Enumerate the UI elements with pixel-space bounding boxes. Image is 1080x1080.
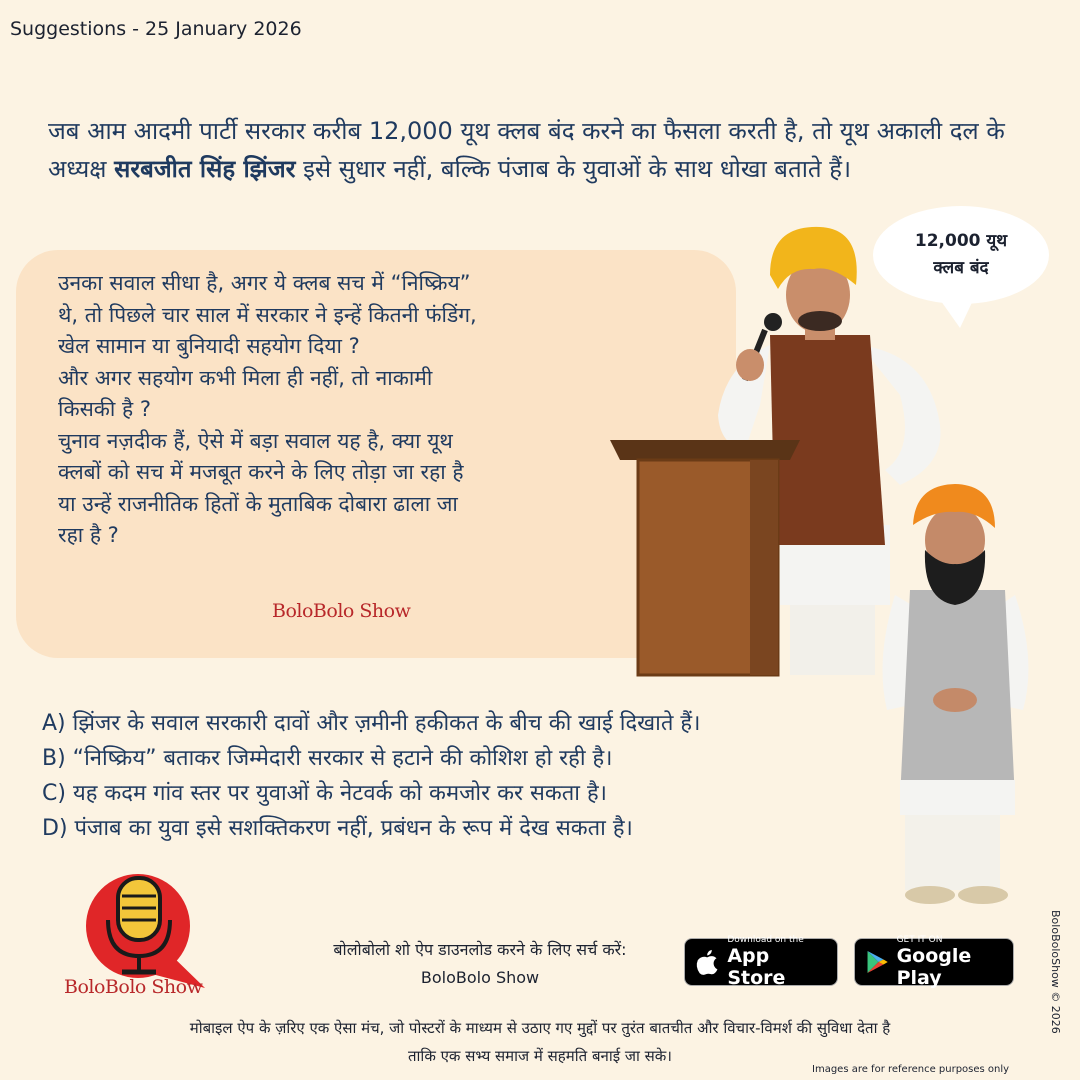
quote-line: और अगर सहयोग कभी मिला ही नहीं, तो नाकामी <box>58 365 433 390</box>
footer-description <box>0 1014 1080 1070</box>
quote-line: रहा है ? <box>58 523 119 547</box>
youth-leader-image <box>865 480 1045 920</box>
poll-option-a[interactable]: A) झिंजर के सवाल सरकारी दावों और ज़मीनी हकीकत के बीच की खाई दिखाते हैं। <box>42 711 701 736</box>
google-play-button[interactable] <box>854 935 1014 989</box>
intro-highlight-name: सरबजीत सिंह झिंजर <box>114 155 296 183</box>
download-line: बोलोबोलो शो ऐप डाउनलोड करने के लिए सर्च करें: <box>333 940 627 959</box>
app-store-small-text: Download on the <box>727 935 804 945</box>
apple-icon <box>695 947 719 977</box>
speech-bubble-tail <box>936 294 976 334</box>
bubble-line: 12,000 यूथ <box>914 231 1008 251</box>
footer-line: ताकि एक सभ्य समाज में सहमति बनाई जा सके। <box>408 1047 672 1065</box>
disclaimer-text: Images are for reference purposes only <box>812 1064 1010 1075</box>
intro-text-start: जब आम आदमी पार्टी सरकार करीब 12,000 यूथ क्लब बंद करने का फैसला करती है, तो यूथ अकाली दल के अध्यक्ष <box>48 117 1005 183</box>
google-play-big-text: Google Play <box>896 945 972 989</box>
poll-option-c[interactable]: C) यह कदम गांव स्तर पर युवाओं के नेटवर्क को कमजोर कर सकता है। <box>42 781 608 806</box>
app-store-big-text: App Store <box>727 945 786 989</box>
quote-line: किसकी है ? <box>58 397 151 421</box>
quote-line: क्लबों को सच में मजबूत करने के लिए तोड़ा जा रहा है <box>58 460 464 484</box>
quote-line: खेल सामान या बुनियादी सहयोग दिया ? <box>58 334 360 358</box>
quote-line: चुनाव नज़दीक हैं, ऐसे में बड़ा सवाल यह है, क्या यूथ <box>58 428 453 453</box>
poll-option-d[interactable]: D) पंजाब का युवा इसे सशक्तिकरण नहीं, प्रबंधन के रूप में देख सकता है। <box>42 816 633 841</box>
download-prompt <box>280 936 680 992</box>
quote-line: उनका सवाल सीधा है, अगर ये क्लब सच में “निष्क्रिय” <box>58 271 471 295</box>
poll-options <box>42 706 922 846</box>
quote-watermark: BoloBolo Show <box>272 600 411 622</box>
date-label: Suggestions - 25 January 2026 <box>10 18 302 40</box>
google-play-small-text: GET IT ON <box>896 935 943 945</box>
app-store-button[interactable] <box>684 935 838 989</box>
poll-option-b[interactable]: B) “निष्क्रिय” बताकर जिम्मेदारी सरकार से हटाने की कोशिश हो रही है। <box>42 746 613 771</box>
quote-line: थे, तो पिछले चार साल में सरकार ने इन्हें कितनी फंडिंग, <box>58 302 477 327</box>
logo-text: BoloBolo Show <box>64 976 203 998</box>
google-play-icon <box>865 947 889 977</box>
quote-text <box>58 268 638 552</box>
speech-bubble <box>873 206 1049 304</box>
intro-paragraph <box>48 112 1058 188</box>
footer-line: मोबाइल ऐप के ज़रिए एक ऐसा मंच, जो पोस्टरों के माध्यम से उठाए गए मुद्दों पर तुरंत बातचीत और विचार-विमर्श की सुविधा देता है <box>189 1019 891 1037</box>
download-app-name: BoloBolo Show <box>420 968 540 987</box>
copyright-text: BoloBoloShow © 2026 <box>1049 910 1062 1034</box>
quote-line: या उन्हें राजनीतिक हितों के मुताबिक दोबारा ढाला जा <box>58 491 458 516</box>
bubble-line: क्लब बंद <box>933 258 989 278</box>
intro-text-end: इसे सुधार नहीं, बल्कि पंजाब के युवाओं के साथ धोखा बताते हैं। <box>295 155 852 183</box>
